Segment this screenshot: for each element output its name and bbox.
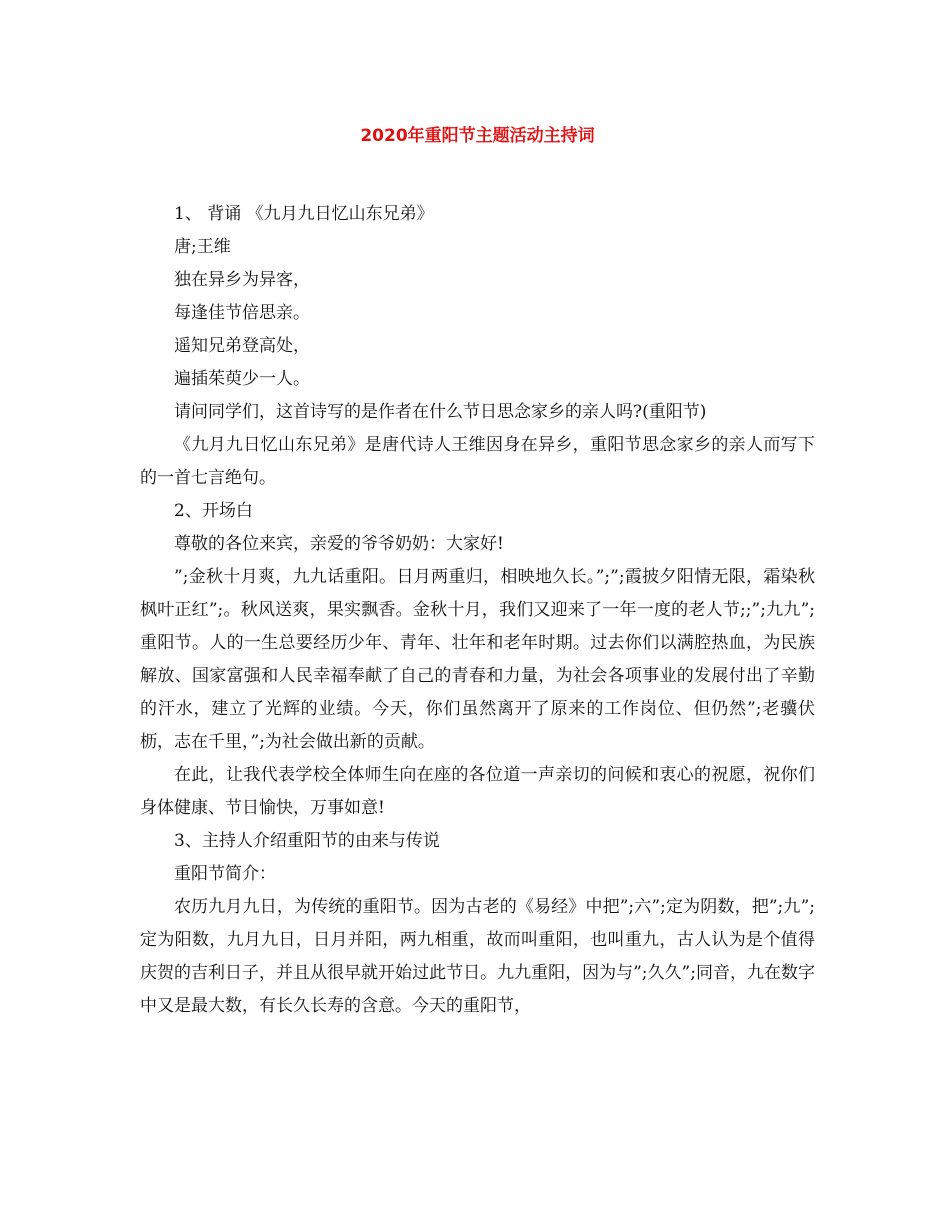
document-body xyxy=(140,198,815,1023)
paragraph: 尊敬的各位来宾，亲爱的爷爷奶奶：大家好! xyxy=(174,534,504,554)
paragraph: 遍插茱萸少一人。 xyxy=(174,369,310,389)
paragraph: 遥知兄弟登高处， xyxy=(174,336,310,356)
paragraph: 重阳节简介： xyxy=(174,864,276,884)
paragraph: ”;金秋十月爽，九九话重阳。日月两重归，相映地久长。”;”;霞披夕阳情无限，霜染秋枫叶正红”;。秋风送爽，果实飘香。金秋十月，我们又迎来了一年一度的老人节;;”;九九”;重阳节。人的一生总要经历少年、青年、壮年和老年时期。过去你们以满腔热血，为民族解放、国家富强和人民幸福奉献了自己的青春和力量，为社会各项事业的发展付出了辛勤的汗水，建立了光辉的业绩。今天，你们虽然离开了原来的工作岗位、但仍然”;老骥伏枥，志在千里，”;为社会做出新的贡献。 xyxy=(140,567,815,752)
page-title: 2020年重阳节主题活动主持词 xyxy=(360,126,595,146)
paragraph: 2、开场白 xyxy=(174,501,253,521)
paragraph: 1、 背诵 《九月九日忆山东兄弟》 xyxy=(174,204,434,224)
paragraph: 《九月九日忆山东兄弟》是唐代诗人王维因身在异乡，重阳节思念家乡的亲人而写下的一首七言绝句。 xyxy=(140,435,815,488)
paragraph: 唐;王维 xyxy=(174,237,231,257)
paragraph: 独在异乡为异客， xyxy=(174,270,310,290)
paragraph: 在此，让我代表学校全体师生向在座的各位道一声亲切的问候和衷心的祝愿，祝你们身体健康、节日愉快，万事如意! xyxy=(140,765,815,818)
paragraph: 农历九月九日，为传统的重阳节。因为古老的《易经》中把”;六”;定为阴数，把”;九”;定为阳数，九月九日，日月并阳，两九相重，故而叫重阳，也叫重九，古人认为是个值得庆贺的吉利日子，并且从很早就开始过此节日。九九重阳，因为与”;久久”;同音，九在数字中又是最大数，有长久长寿的含意。今天的重阳节， xyxy=(140,897,815,1016)
paragraph: 3、主持人介绍重阳节的由来与传说 xyxy=(174,831,440,851)
paragraph: 每逢佳节倍思亲。 xyxy=(174,303,310,323)
paragraph: 请问同学们，这首诗写的是作者在什么节日思念家乡的亲人吗?(重阳节) xyxy=(174,402,707,422)
